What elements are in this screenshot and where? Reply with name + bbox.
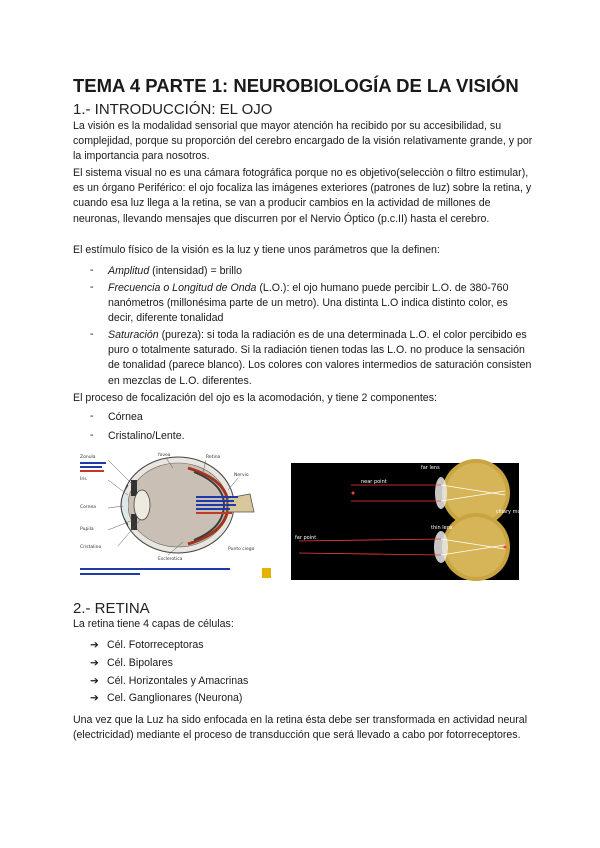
label-text: Cristalino	[80, 545, 102, 550]
paragraph-visual-system: El sistema visual no es una cámara fotográfica porque no es objetivo(selecciòn o filtro estimular), es un órgano Periférico: el ojo focaliza las imágenes exteriores (patrones de luz) sobre la retina, y cuando esa luz llega a la retina, se van a producir cambios en la actividad de millones de neuronas, llevando mensajes que discurren por el Nervio Óptico (p.c.II) hasta el cerebro.	[73, 167, 532, 225]
label-text: Iris	[80, 477, 87, 482]
arrow-icon: ➔	[90, 692, 99, 704]
list-item-ganglion: Cel. Ganglionares (Neurona)	[107, 692, 243, 704]
paragraph-retina-intro: La retina tiene 4 capas de células:	[73, 618, 234, 630]
arrow-icon: ➔	[90, 675, 99, 687]
paragraph-stimulus: El estímulo físico de la visión es la luz y tiene unos parámetros que la definen:	[73, 244, 440, 256]
list-item-cornea: Córnea	[108, 411, 143, 423]
arrow-icon: ➔	[90, 657, 99, 669]
label-text: Retina	[206, 455, 221, 460]
list-dash: -	[90, 264, 94, 276]
text-saturation: (pureza): si toda la radiación es de una determinada L.O. el color percibido es puro o totalmente saturado. Si la radiación tienen todas las L.O. no produce la sensación de tonalidad (parece blanco). Los colores con valores intermedios de saturación consisten en mezclas de L.O. diferentes.	[108, 329, 532, 387]
list-dash: -	[90, 429, 94, 441]
section-heading-retina: 2.- RETINA	[73, 600, 150, 617]
label-far-lens: far lens	[421, 465, 440, 471]
text-frequency: (L.O.): el ojo humano puede percibir L.O. de 380-760 nanómetros (millonésima parte de un metro). Una distinta L.O indica distinto color, es decir, diferente tonalidad	[108, 282, 509, 325]
list-dash: -	[90, 328, 94, 340]
label-far-point: far point	[295, 535, 317, 541]
label-text: Zonula	[80, 455, 96, 460]
list-item-amplitude	[108, 264, 533, 279]
label-ciliary-muscles: ciliary muscles	[496, 509, 534, 515]
list-item-bipolar: Cél. Bipolares	[107, 657, 173, 669]
label-text: Esclerotica	[158, 557, 183, 562]
label-thin-lens: thin lens	[431, 525, 453, 531]
arrow-icon: ➔	[90, 639, 99, 651]
list-item-photoreceptors: Cél. Fotorreceptoras	[107, 639, 204, 651]
lens-accommodation-illustration	[291, 463, 534, 580]
paragraph-accommodation: El proceso de focalización del ojo es la acomodación, y tiene 2 componentes:	[73, 392, 437, 404]
eye-anatomy-illustration	[78, 450, 273, 582]
label-text: Nervio	[234, 473, 249, 478]
list-item-frequency	[108, 281, 533, 327]
list-dash: -	[90, 281, 94, 293]
eye-anatomy-figure	[78, 450, 273, 582]
label-near-point: near point	[361, 479, 387, 485]
paragraph-transduction: Una vez que la Luz ha sido enfocada en la retina ésta debe ser transformada en actividad neural (electricidad) mediante el proceso de transducción que será llevado a cabo por fotorreceptores.	[73, 714, 528, 742]
list-item-saturation	[108, 328, 533, 389]
term-amplitude: Amplitud	[108, 265, 150, 277]
term-saturation: Saturación	[108, 329, 159, 341]
page-title: TEMA 4 PARTE 1: NEUROBIOLOGÍA DE LA VISIÓN	[73, 75, 519, 96]
label-text: Cornea	[80, 505, 97, 510]
text-amplitude: (intensidad) = brillo	[149, 265, 242, 277]
list-dash: -	[90, 410, 94, 422]
list-item-horizontal-amacrine: Cél. Horizontales y Amacrinas	[107, 675, 249, 687]
term-frequency: Frecuencia o Longitud de Onda	[108, 282, 257, 294]
label-text: Pupila	[80, 527, 94, 532]
lens-accommodation-figure	[291, 463, 534, 580]
label-text: fovea	[158, 453, 171, 458]
paragraph-intro: La visión es la modalidad sensorial que mayor atención ha recibido por su accesibilidad, su complejidad, porque su proporción del cerebro encargado de la visión relativamente grande, y por la importancia para nosotros.	[73, 120, 533, 163]
list-item-lens: Cristalino/Lente.	[108, 430, 185, 442]
label-text: Punto ciego	[228, 547, 255, 552]
section-heading-intro: 1.- INTRODUCCIÓN: EL OJO	[73, 101, 273, 118]
